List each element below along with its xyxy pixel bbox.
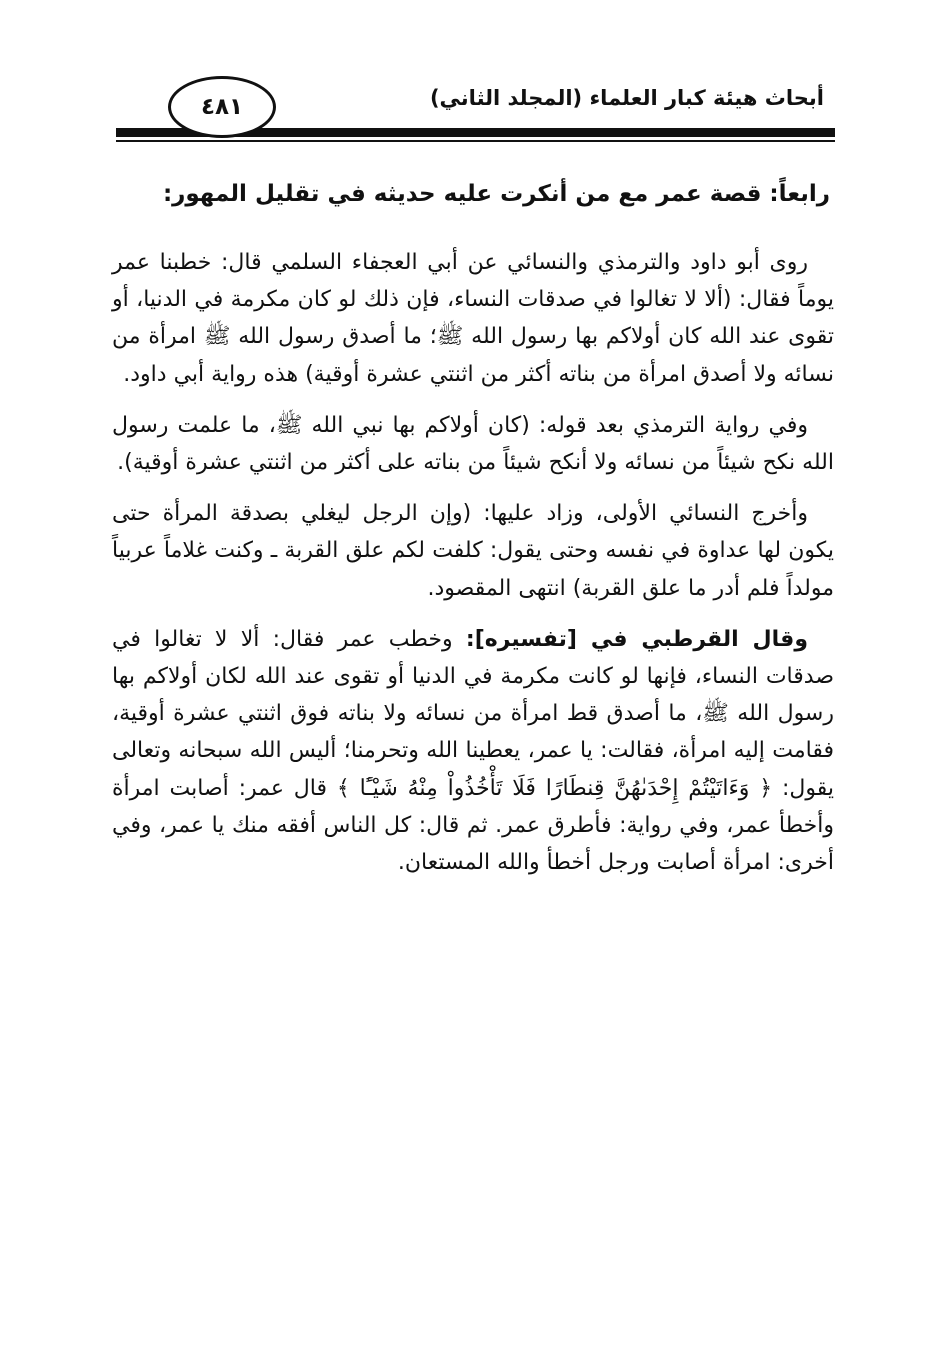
running-title: أبحاث هيئة كبار العلماء (المجلد الثاني) — [429, 86, 824, 110]
page-number-oval — [168, 76, 276, 138]
section-heading: رابعاً: قصة عمر مع من أنكرت عليه حديثه في تقليل المهور: — [162, 181, 830, 207]
quran-verse: ﴿ وَءَاتَيْتُمْ إِحْدَىٰهُنَّ قِنطَارًا فَلَا تَأْخُذُواْ مِنْهُ شَيْـًٔا ﴾ — [336, 775, 773, 801]
paragraph-4-text-b: قال عمر: أصابت امرأة وأخطأ عمر، وفي رواية: فأطرق عمر. ثم قال: كل الناس أفقه منك يا عمر، وفي أخرى: امرأة أصابت ورجل أخطأ والله المستعان. — [112, 775, 834, 876]
qurtubi-lead: وقال القرطبي في [تفسيره]: — [465, 626, 808, 652]
paragraph-3: وأخرج النسائي الأولى، وزاد عليها: (وإن الرجل ليغلي بصدقة المرأة حتى يكون لها عداوة في نفسه وحتى يقول: كلفت لكم علق القربة ـ وكنت غلاماً عربياً مولداً فلم أدر ما علق القربة) انتهى المقصود. — [112, 501, 834, 601]
body-text — [112, 244, 834, 895]
paragraph-1: روى أبو داود والترمذي والنسائي عن أبي العجفاء السلمي قال: خطبنا عمر يوماً فقال: (ألا لا تغالوا في صدقات النساء، فإن ذلك لو كان مكرمة في الدنيا، أو تقوى عند الله كان أولاكم بها رسول الله ﷺ؛ ما أصدق رسول الله ﷺ امرأة من نسائه ولا أصدق امرأة من بناته أكثر من اثنتي عشرة أوقية) هذه رواية أبي داود. — [112, 250, 834, 387]
page-number: ٤٨١ — [200, 94, 244, 120]
header-rule-thin — [116, 140, 835, 142]
paragraph-2: وفي رواية الترمذي بعد قوله: (كان أولاكم بها نبي الله ﷺ، ما علمت رسول الله نكح شيئاً من نسائه ولا أنكح شيئاً من بناته على أكثر من اثنتي عشرة أوقية). — [112, 412, 834, 476]
paragraph-4-text-a: وخطب عمر فقال: ألا لا تغالوا في صدقات النساء، فإنها لو كانت مكرمة في الدنيا أو تقوى عند الله لكان أولاكم بها رسول الله ﷺ، ما أصدق قط امرأة من نسائه ولا بناته فوق اثنتي عشرة أوقية، فقامت إليه امرأة، فقالت: يا عمر، يعطينا الله وتحرمنا؛ أليس الله سبحانه وتعالى يقول: — [112, 626, 834, 801]
paragraph-4 — [112, 621, 834, 881]
